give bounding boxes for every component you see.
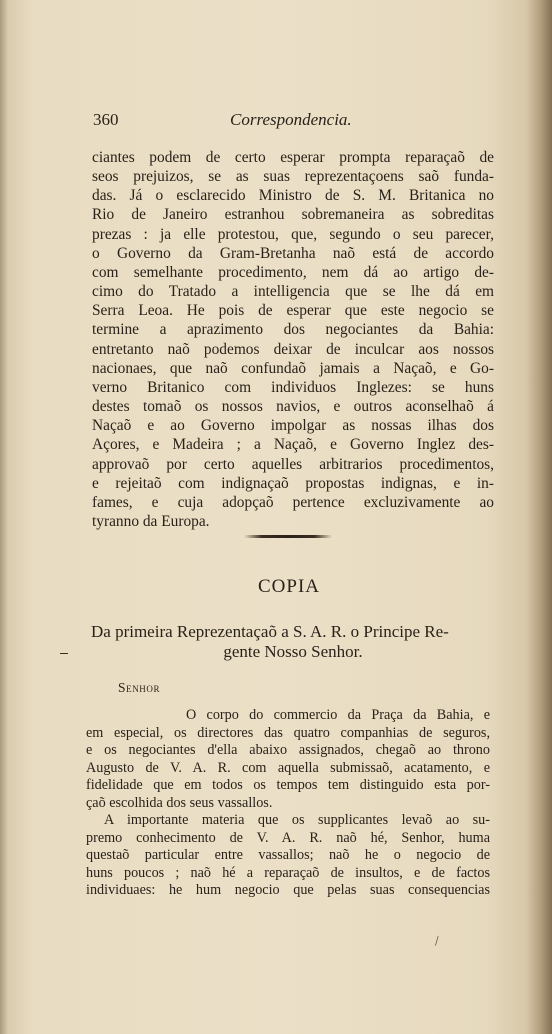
text-line: termine a aprazimento dos negociantes da Bahia: xyxy=(92,321,494,339)
text-line: prezas : ja elle protestou, que, segundo o seu parecer, xyxy=(92,225,494,243)
text-line: e os negociantes d'ella abaixo assignados, chegaõ ao throno xyxy=(86,742,490,758)
text-line: Naçaõ e ao Governo impolgar as nossas ilhas dos xyxy=(92,417,494,435)
section-subtitle xyxy=(91,622,495,662)
text-line: çaõ escolhida dos seus vassallos. xyxy=(86,794,273,811)
text-line: Açores, e Madeira ; a Naçaõ, e Governo Inglez des- xyxy=(92,436,494,454)
text-line: cimo do Tratado a intelligencia que se lhe dá em xyxy=(92,283,494,301)
text-line: destes tomaõ os nossos navios, e outros aconselhaõ á xyxy=(92,398,494,416)
text-line: entretanto naõ podemos deixar de inculcar aos nossos xyxy=(92,340,494,358)
section-divider xyxy=(244,535,332,538)
text-line: individuaes: he hum negocio que pelas suas consequencias xyxy=(86,882,490,898)
text-line: e rejeitaõ com indignaçaõ propostas indignas, e in- xyxy=(92,474,494,492)
text-line: questaõ particular entre vassallos; naõ he o negocio de xyxy=(86,847,490,863)
text-line: o Governo da Gram-Bretanha naõ está de accordo xyxy=(92,244,494,262)
page-number: 360 xyxy=(93,110,119,129)
section-title: COPIA xyxy=(257,576,320,597)
text-line: verno Britanico com individuos Inglezes: se huns xyxy=(92,378,494,396)
text-line: huns poucos ; naõ hé a reparaçaõ de insultos, e de factos xyxy=(86,864,490,881)
margin-mark xyxy=(60,653,68,654)
running-head: Correspondencia. xyxy=(230,110,352,129)
text-line: das. Já o esclarecido Ministro de S. M. Britanica no xyxy=(92,187,494,205)
page-right-shadow xyxy=(526,0,552,1034)
text-line: premo conhecimento de V. A. R. naõ hé, Senhor, huma xyxy=(86,829,490,846)
page-left-shadow xyxy=(0,0,8,1034)
text-line: fames, e cuja adopçaõ pertence excluzivamente ao xyxy=(92,493,494,511)
text-line: A importante materia que os supplicantes levaõ ao su- xyxy=(104,812,490,828)
text-line: com semelhante procedimento, nem dá ao artigo de- xyxy=(92,263,494,281)
page-header xyxy=(93,110,493,134)
text-line: nacionaes, que naõ confundaõ jamais a Naçaõ, e Go- xyxy=(92,359,494,377)
letter-paragraph xyxy=(86,707,490,900)
salutation: Senhor xyxy=(118,680,161,695)
text-line: fidelidade que em todos os tempos tem distinguido esta por- xyxy=(86,777,490,793)
text-line: Augusto de V. A. R. com aquella submissaõ, acatamento, e xyxy=(86,759,490,776)
text-line: Rio de Janeiro estranhou sobremaneira as sobreditas xyxy=(92,206,494,224)
text-line: seos prejuizos, se as suas reprezentaçoens saõ funda- xyxy=(92,168,494,186)
margin-mark: \ xyxy=(430,934,443,949)
subtitle-line: gente Nosso Senhor. xyxy=(223,642,363,661)
text-line: ciantes podem de certo esperar prompta reparaçaõ de xyxy=(92,149,494,166)
body-paragraph xyxy=(92,148,494,531)
subtitle-line: Da primeira Reprezentaçaõ a S. A. R. o Principe Re- xyxy=(91,622,449,641)
text-line: O corpo do commercio da Praça da Bahia, e xyxy=(186,707,490,723)
text-line: em especial, os directores das quatro companhias de seguros, xyxy=(86,724,490,741)
text-line: approvaõ por certo aquelles arbitrarios procedimentos, xyxy=(92,455,494,473)
text-line: Serra Leoa. He pois de esperar que este negocio se xyxy=(92,302,494,320)
text-line: tyranno da Europa. xyxy=(92,512,210,530)
